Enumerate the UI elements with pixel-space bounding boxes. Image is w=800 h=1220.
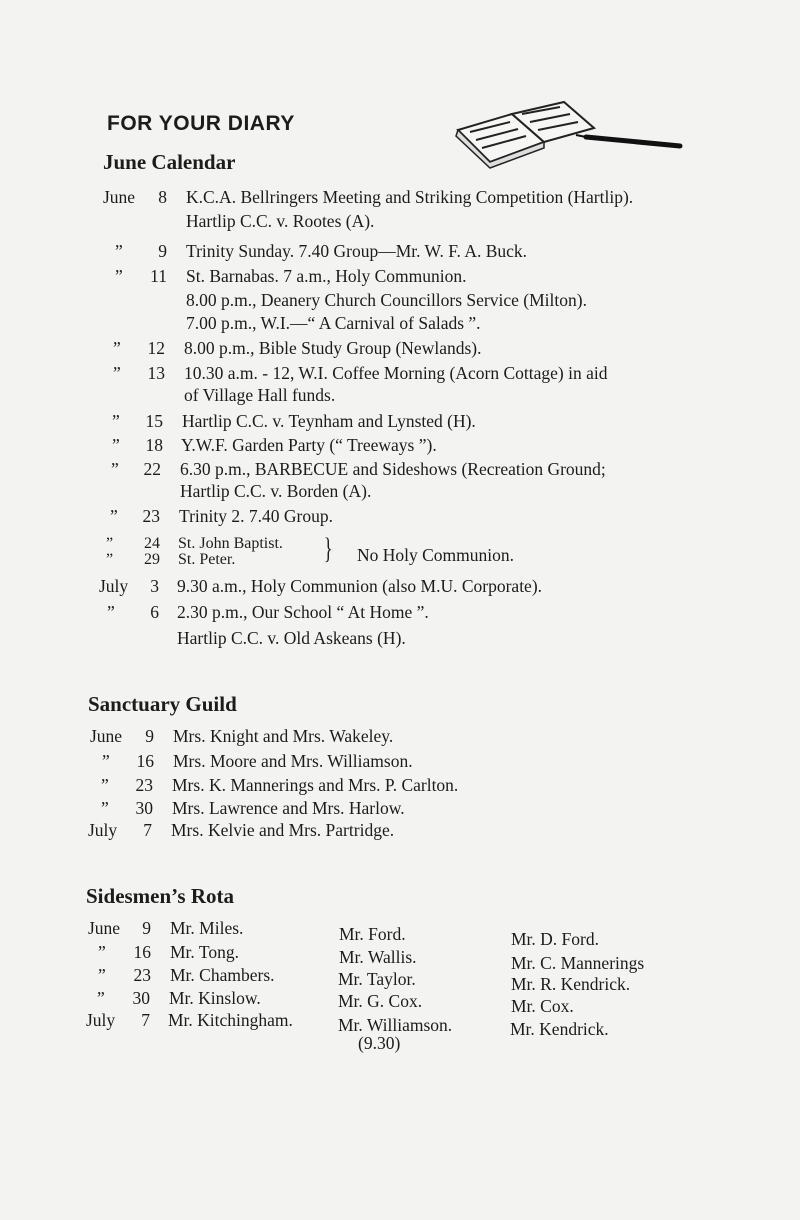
entry-day: 15: [145, 411, 163, 431]
entry-month: June: [90, 726, 123, 746]
entry-line: 2.30 p.m., Our School “ At Home ”.: [177, 602, 429, 622]
sidesmens-rota-title: Sidesmen’s Rota: [86, 884, 234, 908]
entry-line: St. Barnabas. 7 a.m., Holy Communion.: [186, 266, 467, 286]
rota-col-2: Mr. Wallis.: [339, 947, 417, 967]
entry-month: July: [86, 1010, 116, 1030]
ditto-mark: ”: [115, 241, 123, 261]
entry-day: 11: [150, 266, 167, 286]
entry-line: St. John Baptist.: [178, 535, 283, 552]
entry-line: Hartlip C.C. v. Old Askeans (H).: [177, 628, 406, 648]
entry-day: 7: [141, 1010, 150, 1030]
entry-month: June: [103, 187, 136, 207]
rota-col-3: Mr. R. Kendrick.: [511, 974, 631, 994]
ditto-mark: ”: [110, 506, 118, 526]
entry-day: 9: [158, 241, 167, 261]
entry-line: Trinity Sunday. 7.40 Group—Mr. W. F. A. Buck.: [186, 241, 528, 261]
june-calendar-title: June Calendar: [103, 150, 236, 174]
entry-line: 8.00 p.m., Bible Study Group (Newlands).: [184, 338, 482, 358]
open-diary-with-pen-icon: [452, 100, 684, 170]
ditto-mark: ”: [106, 535, 114, 552]
diary-heading: FOR YOUR DIARY: [107, 112, 295, 135]
rota-col-3: Mr. Kendrick.: [510, 1019, 609, 1039]
entry-text: Mrs. K. Mannerings and Mrs. P. Carlton.: [172, 775, 459, 795]
rota-col-3: Mr. Cox.: [511, 996, 574, 1016]
entry-month: June: [88, 918, 121, 938]
entry-text: Mrs. Lawrence and Mrs. Harlow.: [172, 798, 405, 818]
ditto-mark: ”: [113, 363, 121, 383]
entry-day: 8: [158, 187, 167, 207]
rota-col-3: Mr. C. Mannerings: [511, 953, 645, 973]
entry-day: 22: [143, 459, 161, 479]
entry-day: 7: [143, 820, 152, 840]
entry-text: Mrs. Kelvie and Mrs. Partridge.: [171, 820, 395, 840]
ditto-mark: ”: [106, 551, 114, 568]
entry-month: July: [99, 576, 129, 596]
entry-day: 23: [142, 506, 160, 526]
curly-brace-icon: }: [323, 532, 333, 565]
rota-col-3: Mr. D. Ford.: [511, 929, 599, 949]
ditto-mark: ”: [107, 602, 115, 622]
entry-day: 30: [132, 988, 150, 1008]
ditto-mark: ”: [113, 338, 121, 358]
entry-line: 8.00 p.m., Deanery Church Councillors Service (Milton).: [186, 290, 587, 310]
ditto-mark: ”: [111, 459, 119, 479]
entry-day: 3: [150, 576, 159, 596]
bracket-note: No Holy Communion.: [357, 545, 515, 565]
ditto-mark: ”: [101, 775, 109, 795]
entry-day: 6: [150, 602, 159, 622]
rota-col-1: Mr. Kitchingham.: [168, 1010, 293, 1030]
entry-line: 7.00 p.m., W.I.—“ A Carnival of Salads ”.: [186, 313, 481, 333]
ditto-mark: ”: [101, 798, 109, 818]
ditto-mark: ”: [112, 435, 120, 455]
entry-line: K.C.A. Bellringers Meeting and Striking Competition (Hartlip).: [186, 187, 634, 207]
ditto-mark: ”: [98, 965, 106, 985]
ditto-mark: ”: [98, 942, 106, 962]
rota-col-2: Mr. Taylor.: [338, 969, 416, 989]
entry-day: 23: [133, 965, 151, 985]
entry-line: St. Peter.: [178, 551, 236, 568]
entry-day: 16: [133, 942, 151, 962]
ditto-mark: ”: [97, 988, 105, 1008]
entry-day: 12: [147, 338, 165, 358]
rota-col-1: Mr. Chambers.: [170, 965, 275, 985]
entry-day: 9: [145, 726, 154, 746]
sanctuary-guild-title: Sanctuary Guild: [88, 692, 237, 716]
entry-line: Hartlip C.C. v. Borden (A).: [180, 481, 372, 501]
rota-col-2: Mr. Ford.: [339, 924, 406, 944]
entry-line: 9.30 a.m., Holy Communion (also M.U. Corporate).: [177, 576, 543, 596]
entry-day: 24: [144, 535, 160, 552]
rota-col-1: Mr. Tong.: [170, 942, 239, 962]
entry-day: 9: [142, 918, 151, 938]
entry-line: 6.30 p.m., BARBECUE and Sideshows (Recreation Ground;: [180, 459, 606, 479]
rota-col-1: Mr. Miles.: [170, 918, 244, 938]
ditto-mark: ”: [115, 266, 123, 286]
rota-time-note: (9.30): [358, 1033, 401, 1053]
entry-day: 30: [135, 798, 153, 818]
entry-line: Trinity 2. 7.40 Group.: [179, 506, 333, 526]
entry-day: 29: [144, 551, 160, 568]
ditto-mark: ”: [102, 751, 110, 771]
rota-col-2: Mr. Williamson.: [338, 1015, 453, 1035]
entry-text: Mrs. Knight and Mrs. Wakeley.: [173, 726, 394, 746]
entry-line: Y.W.F. Garden Party (“ Treeways ”).: [181, 435, 437, 455]
entry-day: 18: [145, 435, 163, 455]
entry-day: 16: [136, 751, 154, 771]
entry-line: of Village Hall funds.: [184, 385, 336, 405]
entry-day: 13: [147, 363, 165, 383]
entry-line: 10.30 a.m. - 12, W.I. Coffee Morning (Acorn Cottage) in aid: [184, 363, 608, 383]
rota-col-2: Mr. G. Cox.: [338, 991, 423, 1011]
ditto-mark: ”: [112, 411, 120, 431]
entry-line: Hartlip C.C. v. Rootes (A).: [186, 211, 375, 231]
rota-col-1: Mr. Kinslow.: [169, 988, 261, 1008]
entry-text: Mrs. Moore and Mrs. Williamson.: [173, 751, 413, 771]
entry-month: July: [88, 820, 118, 840]
entry-day: 23: [135, 775, 153, 795]
entry-line: Hartlip C.C. v. Teynham and Lynsted (H).: [182, 411, 476, 431]
